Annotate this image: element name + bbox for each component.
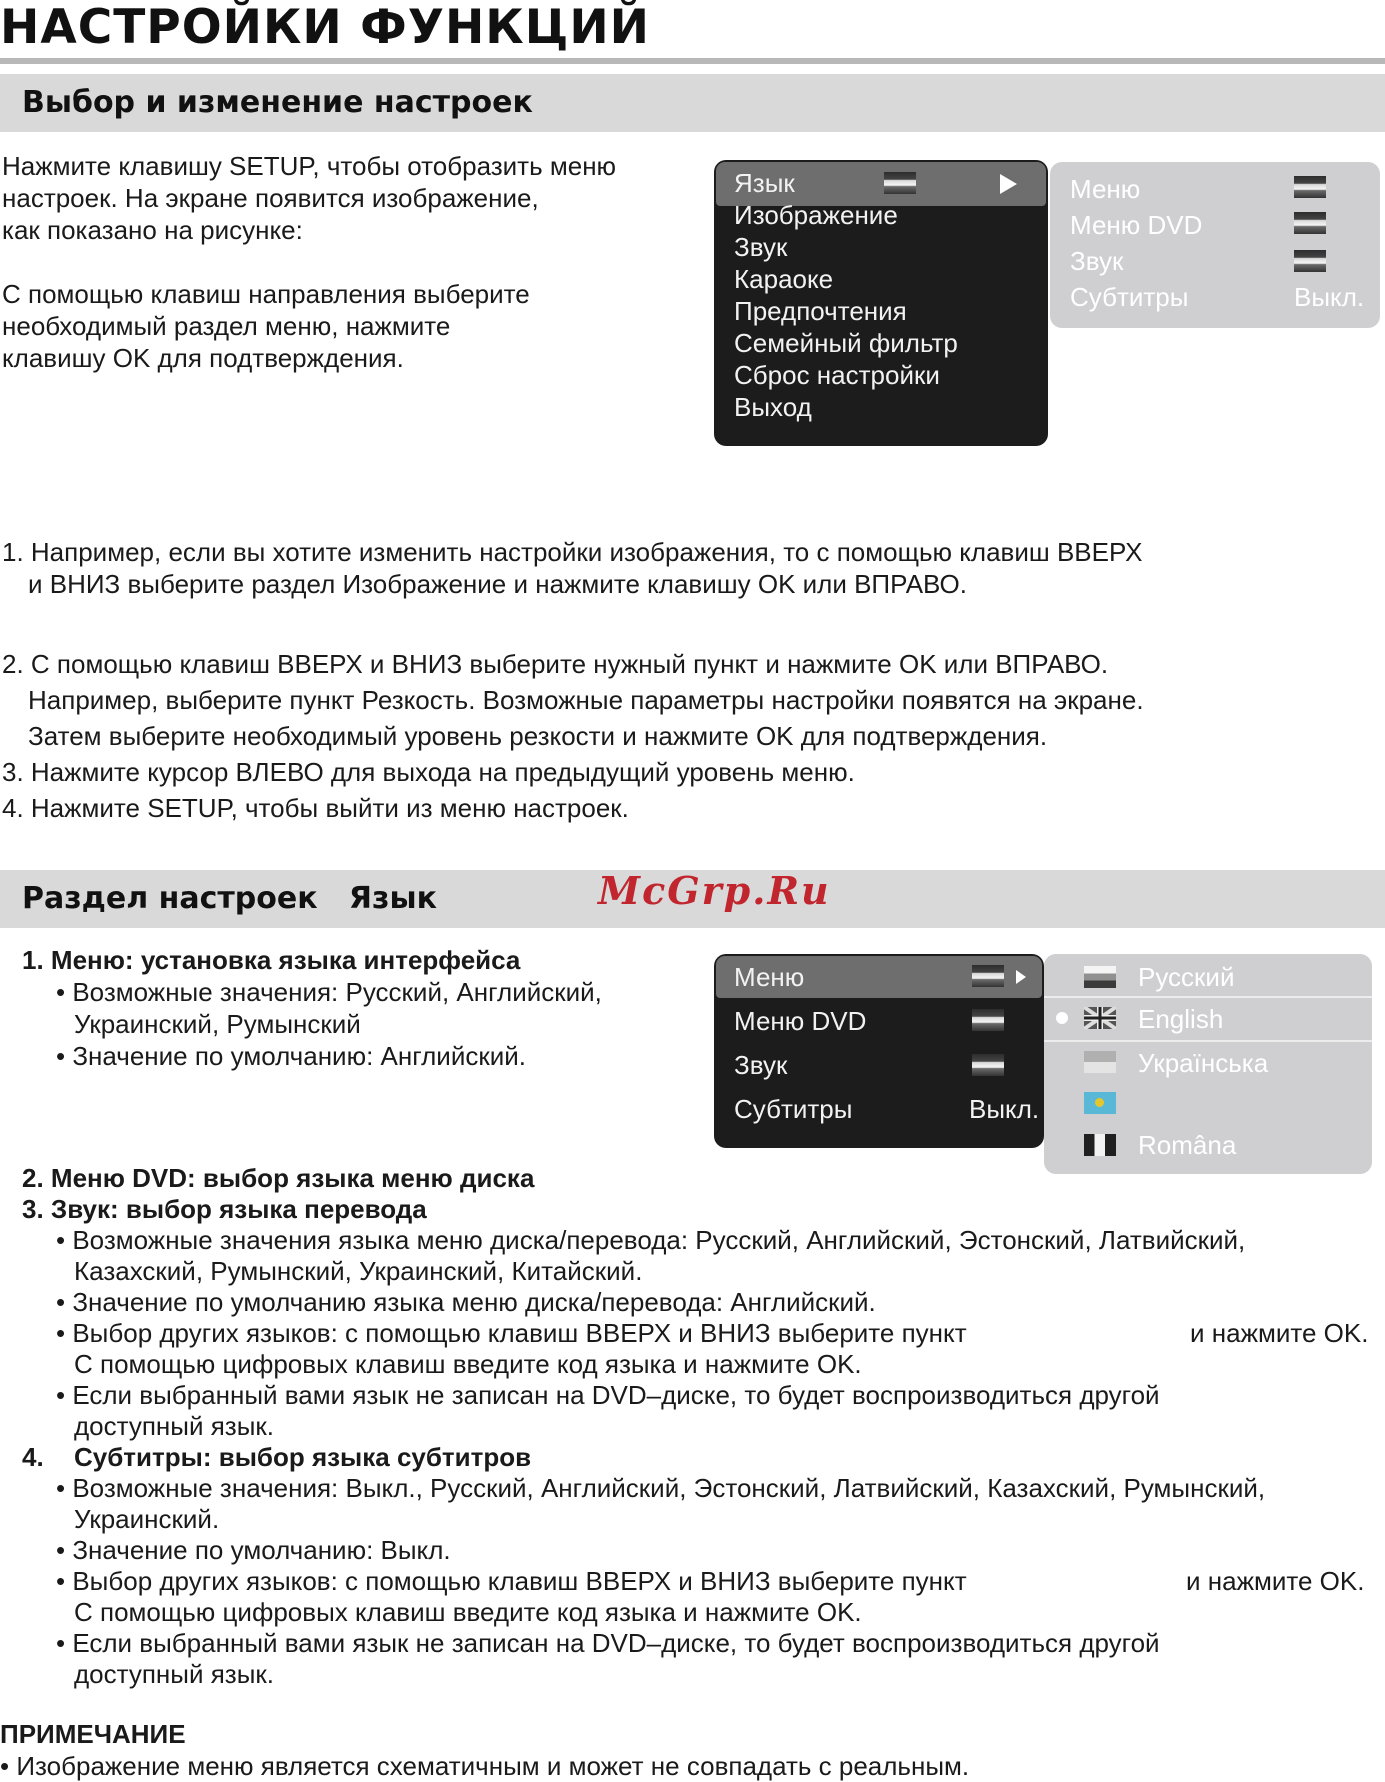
language-option-ukrainian[interactable]: Українська [1138,1048,1269,1078]
language-menu-item-subtitles[interactable]: Субтитры [734,1094,853,1124]
submenu-item-subtitles[interactable]: Субтитры [1070,282,1189,312]
step-3: 3. Нажмите курсор ВЛЕВО для выхода на предыдущий уровень меню. [2,757,855,787]
item4-line-4: • Выбор других языков: с помощью клавиш ВВЕРХ и ВНИЗ выберите пункт [56,1566,967,1596]
item1-line-2: Украинский, Румынский [74,1009,361,1039]
language-menu-item-menu[interactable]: Меню [734,962,805,992]
intro-line-1: Нажмите клавишу SETUP, чтобы отобразить меню [2,151,617,181]
language-option-romanian[interactable]: Româna [1138,1130,1237,1160]
watermark: McGrp.Ru [598,868,831,913]
item4-number: 4. [22,1442,44,1472]
main-menu-item-sound[interactable]: Звук [734,232,788,262]
english-flag-icon [1084,1007,1116,1029]
step-1-line-2: и ВНИЗ выберите раздел Изображение и нажмите клавишу OK или ВПРАВО. [28,569,967,599]
item4-line-1: • Возможные значения: Выкл., Русский, Английский, Эстонский, Латвийский, Казахский, Румынский, [56,1473,1266,1503]
item3-line-4: • Выбор других языков: с помощью клавиш ВВЕРХ и ВНИЗ выберите пункт [56,1318,967,1348]
main-menu-item-karaoke[interactable]: Караоке [734,264,834,294]
item3-line-1: • Возможные значения языка меню диска/перевода: Русский, Английский, Эстонский, Латвийский, [56,1225,1246,1255]
dvd-menu-flag-icon [1294,212,1326,234]
section1-heading: Выбор и изменение настроек [22,85,533,120]
step-2-line-3: Затем выберите необходимый уровень резкости и нажмите OK для подтверждения. [28,721,1048,751]
nav-hint-line-2: необходимый раздел меню, нажмите [2,311,451,341]
item1-line-1: • Возможные значения: Русский, Английский, [56,977,602,1007]
language-options [1044,954,1372,1174]
step-1-line-1: 1. Например, если вы хотите изменить настройки изображения, то с помощью клавиш ВВЕРХ [2,537,1143,567]
nav-hint-line-1: С помощью клавиш направления выберите [2,279,530,309]
item4-line-7: доступный язык. [74,1659,274,1689]
setup-submenu [1050,162,1380,328]
item4-title: Субтитры: выбор языка субтитров [74,1442,532,1472]
item3-line-3: • Значение по умолчанию языка меню диска/перевода: Английский. [56,1287,876,1317]
arrow-right-icon [1016,970,1026,984]
note-title: ПРИМЕЧАНИЕ [0,1719,186,1749]
item3-line-6: • Если выбранный вами язык не записан на DVD–диске, то будет воспроизводиться другой [56,1380,1160,1410]
item3-line-7: доступный язык. [74,1411,274,1441]
intro-line-2: настроек. На экране появится изображение, [2,183,539,213]
item1-title: 1. Меню: установка языка интерфейса [22,945,521,975]
main-menu-item-language[interactable]: Язык [734,168,795,198]
item4-line-3: • Значение по умолчанию: Выкл. [56,1535,451,1565]
language-menu-item-sound[interactable]: Звук [734,1050,788,1080]
selected-bullet-icon [1056,1012,1068,1024]
language-flag-icon [884,172,916,194]
main-menu-item-family-filter[interactable]: Семейный фильтр [734,328,958,358]
intro-line-3: как показано на рисунке: [2,215,303,245]
section1-band [0,74,1385,132]
ukrainian-flag-icon [1084,1051,1116,1073]
main-menu-item-exit[interactable]: Выход [734,392,812,422]
option-separator [1044,996,1372,998]
dvd-menu-flag-icon [972,1009,1004,1031]
main-menu-item-picture[interactable]: Изображение [734,200,898,230]
item3-title: 3. Звук: выбор языка перевода [22,1194,427,1224]
submenu-subtitles-value: Выкл. [1294,282,1365,312]
item4-line-2: Украинский. [74,1504,220,1534]
kazakh-flag-icon[interactable] [1084,1092,1116,1114]
language-option-english[interactable]: English [1138,1004,1224,1034]
sound-flag-icon [972,1054,1004,1076]
setup-main-menu [714,160,1048,446]
romanian-flag-icon [1084,1134,1116,1156]
step-2-line-1: 2. С помощью клавиш ВВЕРХ и ВНИЗ выберите нужный пункт и нажмите OK или ВПРАВО. [2,649,1109,679]
item3-line-2: Казахский, Румынский, Украинский, Китайский. [74,1256,643,1286]
russian-flag-icon [1084,966,1116,988]
page-title: НАСТРОЙКИ ФУНКЦИЙ [0,0,650,55]
sound-flag-icon [1294,250,1326,272]
main-menu-item-reset[interactable]: Сброс настройки [734,360,940,390]
note-text: • Изображение меню является схематичным и может не совпадать с реальным. [0,1751,970,1781]
menu-flag-icon [972,965,1004,987]
item3-line-4-end: и нажмите OK. [1190,1318,1369,1348]
arrow-right-icon [1000,174,1017,194]
item4-line-4-end: и нажмите OK. [1186,1566,1365,1596]
language-menu [714,954,1044,1148]
section2-heading: Раздел настроек Язык [22,881,437,916]
language-option-russian[interactable]: Русский [1138,962,1235,992]
menu-flag-icon [1294,176,1326,198]
language-menu-item-dvd-menu[interactable]: Меню DVD [734,1006,867,1036]
item3-line-5: С помощью цифровых клавиш введите код языка и нажмите OK. [74,1349,862,1379]
item4-line-5: С помощью цифровых клавиш введите код языка и нажмите OK. [74,1597,862,1627]
nav-hint-line-3: клавишу OK для подтверждения. [2,343,404,373]
option-separator [1044,1040,1372,1042]
item2-title: 2. Меню DVD: выбор языка меню диска [22,1163,535,1193]
main-menu-item-preferences[interactable]: Предпочтения [734,296,907,326]
submenu-item-menu[interactable]: Меню [1070,174,1141,204]
submenu-item-sound[interactable]: Звук [1070,246,1124,276]
title-rule [0,58,1385,64]
item4-line-6: • Если выбранный вами язык не записан на DVD–диске, то будет воспроизводиться другой [56,1628,1160,1658]
language-menu-subtitles-value: Выкл. [969,1094,1040,1124]
step-4: 4. Нажмите SETUP, чтобы выйти из меню настроек. [2,793,629,823]
submenu-item-dvd-menu[interactable]: Меню DVD [1070,210,1203,240]
item1-line-3: • Значение по умолчанию: Английский. [56,1041,526,1071]
step-2-line-2: Например, выберите пункт Резкость. Возможные параметры настройки появятся на экране. [28,685,1144,715]
